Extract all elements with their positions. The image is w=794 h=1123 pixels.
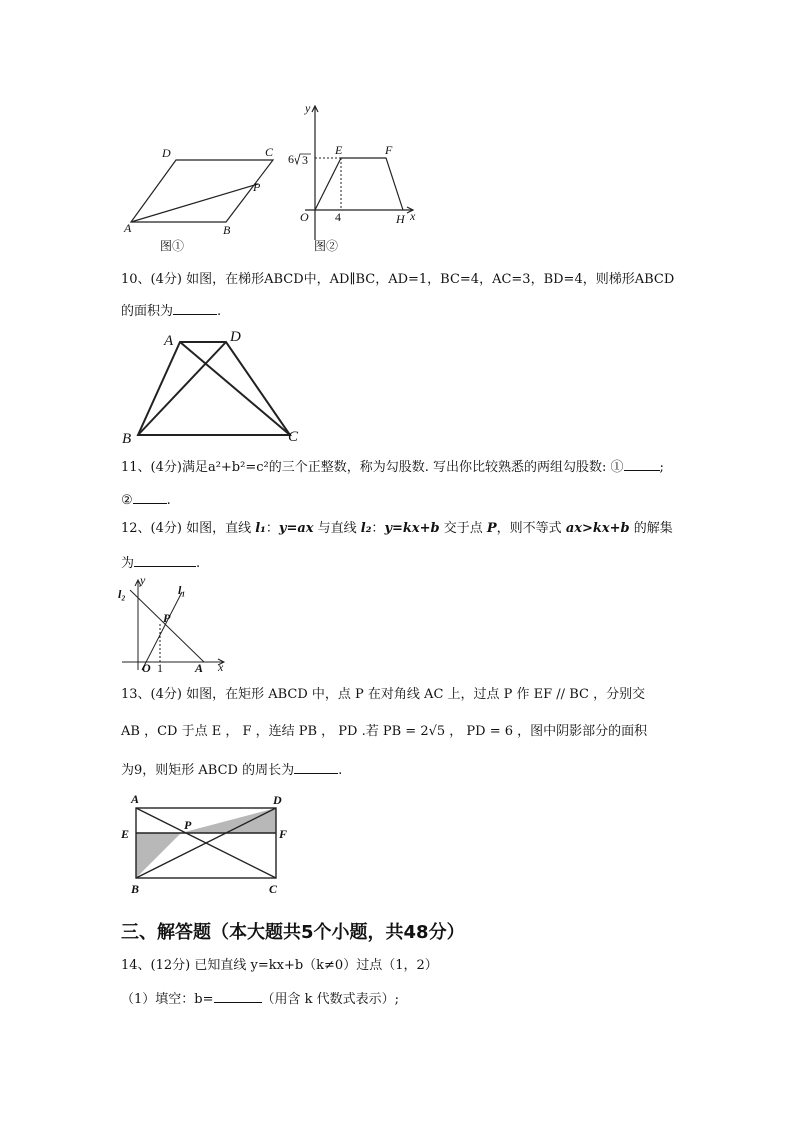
q11-answer-blank-2[interactable] [133,491,167,504]
question-13-line2 [121,724,647,740]
q14-answer-blank[interactable] [214,990,262,1003]
q12-text-5: 交于点 [439,521,487,536]
label-l1: l₁ [178,583,186,597]
q12-formula-2: y=kx+b [384,521,440,536]
q12-line2: 为 [121,556,135,571]
q10-line2: 的面积为 [121,304,174,319]
label-f: F [279,827,288,841]
q14-line1: 14、(12分) 已知直线 y=kx+b（k≠0）过点（1，2） [121,958,438,973]
parallelogram-abcd [131,160,273,222]
label-four: 4 [335,210,341,224]
question-12 [121,521,673,537]
q12-end: . [196,556,201,571]
question-13 [121,687,645,703]
label-six: 6 [288,152,294,166]
caption-figure-2: 图② [314,239,339,253]
label-p: P [253,180,261,194]
shaded-triangle-right [181,808,276,833]
question-12-line2 [121,554,200,572]
question-10 [121,272,674,288]
figure-9-graph [285,98,425,255]
q11-line1: 11、(4分)满足a²+b²=c²的三个正整数，称为勾股数. 写出你比较熟悉的两组勾股数: ① [121,460,624,475]
label-o: O [142,661,151,674]
question-13-line3 [121,761,342,779]
figure-13-rectangle [116,788,296,903]
segment-ap [131,184,258,222]
q10-end: . [217,304,222,319]
label-d: D [162,146,171,160]
question-14-part1 [121,990,399,1008]
figure-10-trapezoid [118,325,318,447]
q12-l1: l₁ [255,521,266,536]
label-h: H [396,212,405,226]
graph-line [315,158,403,210]
shaded-triangle-left [136,833,181,878]
label-p: P [184,818,192,832]
q12-answer-blank[interactable] [134,554,196,567]
label-a: A [164,333,174,349]
figure-9-parallelogram [118,140,288,255]
label-c: C [288,429,299,445]
label-o: O [300,210,309,224]
q12-text-3: 与直线 [313,521,361,536]
label-d: D [230,329,241,345]
q13-end: . [338,763,343,778]
q10-answer-blank[interactable] [173,302,217,315]
caption-figure-1: 图① [160,239,185,253]
label-a: A [195,661,204,674]
q12-text-1: 12、(4分) 如图，直线 [121,521,256,536]
label-p: P [163,611,171,625]
label-c: C [265,145,274,159]
label-one: 1 [157,661,163,674]
diagonal-bd [138,342,226,435]
q11-line1-end: ; [659,460,664,475]
q10-line1: 10、(4分) 如图，在梯形ABCD中，AD∥BC，AD=1，BC=4，AC=3，BD=4，则梯形ABCD [121,272,675,287]
q12-text-6: ，则不等式 [496,521,566,536]
question-11 [121,458,664,476]
q12-text-2: ： [265,521,279,536]
label-d: D [273,793,282,807]
label-e: E [335,143,343,157]
q12-formula-1: y=ax [278,521,314,536]
line-l1 [142,592,182,670]
q13-line1: 13、(4分) 如图，在矩形 ABCD 中，点 P 在对角线 AC 上，过点 P 作 EF // BC ，分别交 [121,687,646,702]
q13-answer-blank[interactable] [294,761,338,774]
label-l2: l₂ [118,587,126,601]
label-three: 3 [302,153,308,167]
section-3-title: 三、解答题（本大题共5个小题，共48分） [121,922,465,943]
line-l2 [130,590,204,662]
question-11-line2 [121,491,171,509]
label-x: x [218,660,224,674]
label-x: x [410,209,416,223]
question-10-line2 [121,302,221,320]
label-e: E [121,827,130,841]
q14-part1-text: （1）填空：b= [121,992,214,1007]
q13-line3: 为9，则矩形 ABCD 的周长为 [121,763,295,778]
label-a: A [131,792,140,806]
question-14 [121,958,438,974]
q12-l2: l₂ [360,521,372,536]
q12-point-p: P [486,521,497,536]
figure-12-graph [112,572,232,674]
q13-line2: AB ，CD 于点 E ， F ，连结 PB ， PD .若 PB = 2√5 ， PD = 6 ，图中阴影部分的面积 [121,724,648,739]
label-c: C [269,882,278,896]
q11-answer-blank-1[interactable] [624,458,660,471]
label-y: y [140,573,146,587]
label-b: B [122,431,132,447]
q14-part1-end: （用含 k 代数式表示）; [261,992,400,1007]
q11-line2: ② [121,493,133,508]
label-b: B [131,882,140,896]
q12-text-7: 的解集 [629,521,673,536]
label-y: y [305,101,311,115]
label-f: F [385,143,393,157]
q11-line2-end: . [166,493,171,508]
label-b: B [223,223,231,237]
label-a: A [124,221,132,235]
q12-inequality: ax>kx+b [565,521,630,536]
q12-text-4: ： [371,521,385,536]
